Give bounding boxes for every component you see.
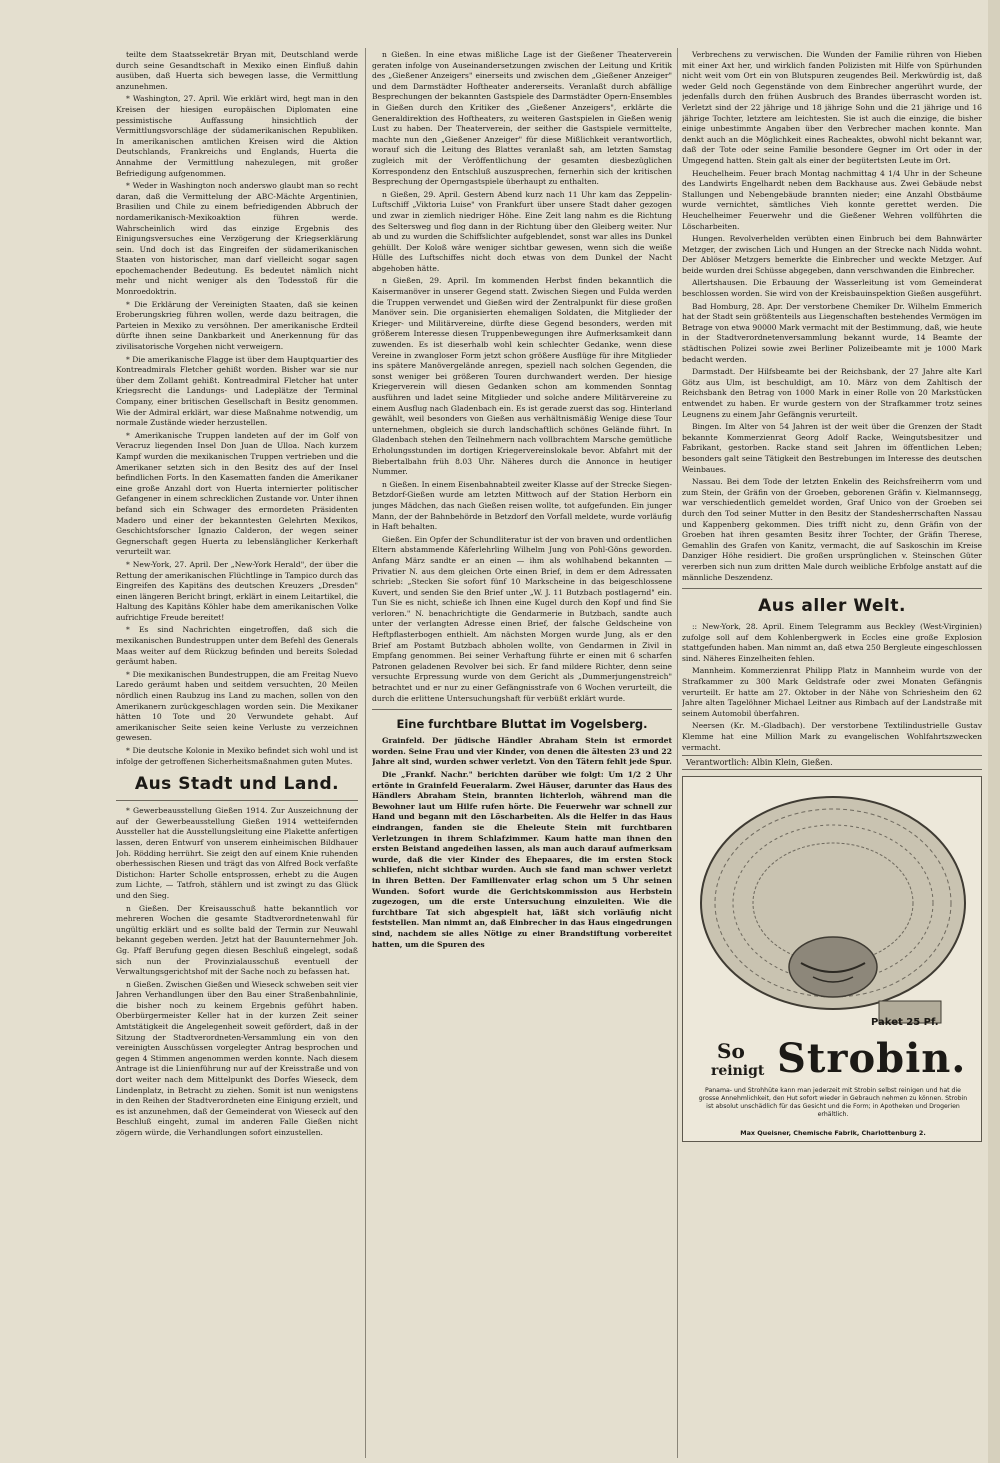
article-paragraph: Verbrechens zu verwischen. Die Wunden der Familie rühren von Hieben mit einer Axt her, und wirklich fanden Polizisten mit Hilfe von Spürhunden nicht weit vom Ort ein von Blutspuren zeugendes Beil. Merkwürdig ist, daß weder Geld noch Gegenstände von dem Einbrecher angerührt wurde, der jedenfalls durch den frühen Ausbruch des Brandes überrascht worden ist. Verletzt sind der 22 jährige und 18 jährige Sohn und die 21 jährige und 16 jährige Tochter, letztere am leichtesten. Sie ist auch die einzige, die bisher einige unbestimmte Angaben über den Verbrecher machen konnte. Man denkt auch an die Möglichkeit eines Racheaktes, obwohl nicht bekannt war, daß der Tote oder seine Familie besondere Gegner im Ort oder in der Umgegend hatten. Stein galt als einer der begütertsten Leute im Ort. (682, 50, 982, 165)
column-1 (116, 50, 358, 1458)
ad-body-text: Panama- und Strohhüte kann man jederzeit mit Strobin selbst reinigen und hat die grosse Annehmlichkeit, den Hut sofort wieder in Gebrauch nehmen zu können. Strobin ist absolut unschädlich für das Gesicht und die Form; in Apotheken und Drogerien erhältlich. (698, 1087, 968, 1119)
article-paragraph: Bingen. Im Alter von 54 Jahren ist der weit über die Grenzen der Stadt bekannte Kommerzienrat Georg Adolf Racke, Weingutsbesitzer und Fabrikant, gestorben. Racke stand seit Jahren im öffentlichen Leben; besonders galt seine Tätigkeit den Bestrebungen im Interesse des deutschen Weinbaues. (682, 422, 982, 474)
ad-brand-name: Strobin. (777, 1035, 967, 1083)
ad-slogan-reinigt: reinigt (711, 1063, 765, 1080)
article-paragraph: Grainfeld. Der jüdische Händler Abraham Stein ist ermordet worden. Seine Frau und vier Kinder, von denen die ältesten 23 und 22 Jahre alt sind, wurden schwer verletzt. Von den Tätern fehlt jede Spur. (372, 736, 672, 767)
strobin-advertisement (682, 776, 982, 1142)
divider (116, 800, 358, 801)
next-page-edge (988, 0, 1000, 1463)
article-paragraph: Hungen. Revolverhelden verübten einen Einbruch bei dem Bahnwärter Metzger, der zwischen Lich und Hungen an der Strecke nach Nidda wohnt. Der Ablöser Metzgers bemerkte die Einbrecher und weckte Metzger. Auf beide wurden drei Schüsse abgegeben, dann verschwanden die Einbrecher. (682, 234, 982, 275)
article-paragraph: Mannheim. Kommerzienrat Philipp Platz in Mannheim wurde von der Strafkammer zu 300 Mark Geldstrafe oder zwei Monaten Gefängnis verurteilt. Er hatte am 27. Oktober in der Nähe von Schriesheim den 62 Jahre alten Tagelöhner Michael Leitner aus Rimbach auf der Landstraße mit seinem Automobil überfahren. (682, 666, 982, 718)
article-paragraph: * Es sind Nachrichten eingetroffen, daß sich die mexikanischen Bundestruppen unter dem Befehl des Generals Maas weiter auf dem Rückzug befinden und bereits Soledad geräumt haben. (116, 625, 358, 667)
section-heading-aus-aller-welt: Aus aller Welt. (758, 596, 906, 617)
article-list (116, 50, 358, 767)
article-paragraph: Heuchelheim. Feuer brach Montag nachmittag 4 1/4 Uhr in der Scheune des Landwirts Engelhardt neben dem Backhause aus. Zwei Gebäude nebst Stallungen und Nebengebäude brannten nieder; eine Anzahl Obstbäume wurde vernichtet, sämtliches Vieh konnte gerettet werden. Die Heuchelheimer Feuerwehr und die Gießener Wehren vollführten die Löscharbeiten. (682, 168, 982, 231)
article-list (372, 50, 672, 704)
article-paragraph: Neersen (Kr. M.-Gladbach). Der verstorbene Textilindustrielle Gustav Klemme hat eine Million Mark zu evangelischen Wohlfahrtszwecken vermacht. (682, 721, 982, 752)
article-paragraph: * Washington, 27. April. Wie erklärt wird, hegt man in den Kreisen der hiesigen europäischen Diplomaten eine pessimistische Auffassung hinsichtlich der Vermittlungsvorschläge der südamerikanischen Republiken. In amerikanischen amtlichen Kreisen wird die Aktion Deutschlands, Frankreichs und Englands, Huerta die Annahme der Vermittlung nahezulegen, mit großer Befriedigung aufgenommen. (116, 94, 358, 178)
column-rule (677, 48, 678, 1458)
article-paragraph: * Gewerbeausstellung Gießen 1914. Zur Auszeichnung der auf der Gewerbeausstellung Gießen 1914 wetteifernden Aussteller hat die Ausstellungsleitung eine Plakette anfertigen lassen, deren Entwurf von unserem einheimischen Bildhauer Joh. Rödding herrührt. Sie zeigt den auf einem Knie ruhenden oberhessischen Riesen und trägt das von Alfred Bock verfaßte Distichon: Harter Scholle entsprossen, erhebt zu die Augen zum Lichte, — Tatfroh, stählern und ist zwingt zu das Glück und den Sieg. (116, 806, 358, 900)
article-paragraph: * Die amerikanische Flagge ist über dem Hauptquartier des Kontreadmirals Fletcher gehißt worden. Bisher war sie nur über dem Zollamt gehißt. Kontreadmiral Fletcher hat unter Kriegsrecht die Landungs- und Ladeplätze der Terminal Company, einer britischen Gesellschaft in Besitz genommen. Wie der Admiral erklärt, war diese Maßnahme notwendig, um normale Zustände wieder herzustellen. (116, 354, 358, 428)
article-paragraph: Allertshausen. Die Erbauung der Wasserleitung ist vom Gemeinderat beschlossen worden. Sie wird von der Kreisbauinspektion Gießen ausgeführt. (682, 278, 982, 299)
article-paragraph: n Gießen, 29. April. Gestern Abend kurz nach 11 Uhr kam das Zeppelin-Luftschiff „Viktoria Luise" von Frankfurt über unsere Stadt daher gezogen und zwar in ziemlich niedriger Höhe. Eine Zeit lang nahm es die Richtung des Seltersweg und flog dann in der Richtung über den Gleiberg weiter. Nur ab und zu wurden die Schiffslichter aufgeblendet, sonst war alles ins Dunkel gehüllt. Der Koloß wäre weniger sichtbar gewesen, wenn sich die weiße Hülle des Luftschiffes nicht doch etwas von dem Dunkel der Nacht abgehoben hätte. (372, 189, 672, 273)
article-list (372, 736, 672, 950)
article-paragraph: * Die deutsche Kolonie in Mexiko befindet sich wohl und ist infolge der getroffenen Sicherheitsmaßnahmen guten Mutes. (116, 746, 358, 766)
article-paragraph: Darmstadt. Der Hilfsbeamte bei der Reichsbank, der 27 Jahre alte Karl Götz aus Ulm, ist beschuldigt, am 10. März von dem Zahltisch der Reichsbank den Betrag von 1000 Mark in einer Rolle von 20 Markstücken entwendet zu haben. Er wurde gestern von der Strafkammer trotz seines Leugnens zu einem Jahr Gefängnis verurteilt. (682, 367, 982, 419)
article-list (116, 806, 358, 1138)
article-paragraph: * Weder in Washington noch anderswo glaubt man so recht daran, daß die Vermittelung der ABC-Mächte Argentinien, Brasilien und Chile zu einem befriedigenden Abbruch der nordamerikanisch-Mexikoaktion führen werde. Wahrscheinlich wird das einzige Ergebnis des Einigungsversuches eine Verzögerung der Kriegserklärung sein. Und doch ist das Eingreifen der südamerikanischen Staaten von historischer, man darf vielleicht sogar sagen epochemachender Bedeutung. Es bedeutet nämlich nicht mehr und nicht weniger als den Todesstoß für die Monroedoktrin. (116, 181, 358, 297)
ad-price: Paket 25 Pf. (871, 1017, 939, 1029)
article-paragraph: Die „Frankf. Nachr." berichten darüber wie folgt: Um 1/2 2 Uhr ertönte in Grainfeld Feueralarm. Zwei Häuser, darunter das Haus des Händlers Abraham Stein, brannten lichterloh, während man die Bewohner laut um Hilfe rufen hörte. Die Feuerwehr war schnell zur Hand und begann mit den Löscharbeiten. Als die Helfer in das Haus eindrangen, fanden sie die Eheleute Stein mit furchtbaren Verletzungen in ihrem Schlafzimmer. Kaum hatte man ihnen den ersten Beistand angedeihen lassen, als man auch darauf aufmerksam wurde, daß die vier Kinder des Ehepaares, die im ersten Stock schliefen, nicht sichtbar wurden. Auch sie fand man schwer verletzt in ihren Betten. Der Familienvater erlag schon um 5 Uhr seinen Wunden. Sofort wurde die Gerichtskommission aus Herbstein zugezogen, um die erste Untersuchung einzuleiten. Wie die furchtbare Tat sich abgespielt hat, läßt sich vorläufig nicht feststellen. Man nimmt an, daß Einbrecher in das Haus eingedrungen sind, nachdem sie alles Nötige zu einer Brandstiftung vorbereitet hatten, um die Spuren des (372, 770, 672, 949)
article-paragraph: n Gießen. Der Kreisausschuß hatte bekanntlich vor mehreren Wochen die gesamte Stadtverordnetenwahl für ungültig erklärt und es sollte bald der Termin zur Neuwahl bekannt gegeben werden. Jetzt hat der Bauunternehmer Joh. Gg. Pfaff Berufung gegen diesen Beschluß eingelegt, sodaß sich nun der Provinzialausschuß eventuell der Verwaltungsgerichtshof mit der Sache noch zu befassen hat. (116, 903, 358, 977)
article-paragraph: * Die Erklärung der Vereinigten Staaten, daß sie keinen Eroberungskrieg führen wollen, werde dazu beitragen, die Parteien in Mexiko zu versöhnen. Der amerikanische Erdteil dürfte ihnen seine Dankbarkeit und Anerkennung für das zivilisatorische Vorgehen nicht verweigern. (116, 299, 358, 352)
divider (682, 588, 982, 589)
article-heading-bluttat: Eine furchtbare Bluttat im Vogelsberg. (396, 717, 648, 732)
column-rule (365, 48, 366, 1458)
article-paragraph: :: New-York, 28. April. Einem Telegramm aus Beckley (West-Virginien) zufolge soll auf dem Kohlenbergwerk in Eccles eine große Explosion stattgefunden haben. Man nimmt an, daß etwa 250 Bergleute eingeschlossen sind. Näheres Einzelheiten fehlen. (682, 622, 982, 663)
article-list (682, 622, 982, 753)
article-paragraph: * New-York, 27. April. Der „New-York Herald", der über die Rettung der amerikanischen Flüchtlinge in Tampico durch das Eingreifen des Kapitäns des deutschen Kreuzers „Dresden" einen längeren Bericht bringt, erklärt in einem Leitartikel, die Haltung des Kapitäns Köhler habe dem amerikanischen Volke aufrichtige Freude bereitet! (116, 559, 358, 622)
article-list (682, 50, 982, 583)
editor-credit: Verantwortlich: Albin Klein, Gießen. (682, 755, 982, 770)
article-paragraph: teilte dem Staatssekretär Bryan mit, Deutschland werde durch seine Gesandtschaft in Mexiko einen Einfluß dahin ausüben, daß Huerta sich bewegen lasse, die Vermittlung anzunehmen. (116, 50, 358, 91)
column-3 (682, 50, 982, 1458)
article-paragraph: * Amerikanische Truppen landeten auf der im Golf von Veracruz liegenden Insel Don Juan de Ulloa. Nach kurzem Kampf wurden die mexikanischen Truppen vertrieben und die Amerikaner setzten sich in den Besitz des auf der Insel befindlichen Forts. In den Kasematten fanden die Amerikaner eine große Anzahl dort von Huerta internierter politischer Gefangener in einem schrecklichen Zustande vor. Unter ihnen befand sich ein Schwager des ermordeten Präsidenten Madero und einer der bekanntesten Gelehrten Mexikos, Geschichtsforscher Ignazio Calderon, der wegen seiner Gegnerschaft gegen Huerta zu lebenslänglicher Kerkerhaft verurteilt war. (116, 430, 358, 557)
article-paragraph: n Gießen. In einem Eisenbahnabteil zweiter Klasse auf der Strecke Siegen-Betzdorf-Gießen wurde am letzten Mittwoch auf der Station Herborn ein junges Mädchen, das nach Gießen reisen wollte, tot aufgefunden. Ein junger Mann, der der Bahnbehörde in Betzdorf den Vorfall meldete, wurde vorläufig in Haft behalten. (372, 479, 672, 532)
section-heading-stadt-und-land: Aus Stadt und Land. (134, 774, 340, 795)
column-2 (372, 50, 672, 1458)
article-paragraph: n Gießen. Zwischen Gießen und Wieseck schweben seit vier Jahren Verhandlungen über den Bau einer Straßenbahnlinie, die bisher noch zu keinem Ergebnis geführt haben. Oberbürgermeister Keller hat in der kurzen Zeit seiner Amtstätigkeit die Angelegenheit soweit gefördert, daß in der Sitzung der Stadtverordneten-Versammlung ein von den vereinigten Ausschüssen vorgelegter Antrag besprochen und gegen 4 Stimmen angenommen werden konnte. Nach diesem Antrage ist die Linienführung nur auf der Kreisstraße und von dort weiter nach dem Mittelpunkt des Dorfes Wieseck, dem Lindenplatz, in Betracht zu ziehen. Somit ist nun wenigstens in den Reihen der Stadtverordneten eine Einigung erzielt, und es ist anzunehmen, daß der Gemeinderat von Wieseck auf den Beschluß eingeht, zumal im anderen Falle Gießen nicht zögern würde, die Verhandlungen sofort einzustellen. (116, 979, 358, 1137)
article-paragraph: Bad Homburg, 28. Apr. Der verstorbene Chemiker Dr. Wilhelm Emmerich hat der Stadt sein größtenteils aus Liegenschaften bestehendes Vermögen im Betrage von etwa 90000 Mark vermacht mit der Bestimmung, daß, wie heute in der Stadtverordnetenversammlung bekannt wurde, 14 Beamte der städtischen Polizei sowie zwei Berliner Polizeibeamte mit je 1000 Mark bedacht werden. (682, 301, 982, 364)
ad-slogan-so: So (717, 1039, 745, 1064)
article-paragraph: Gießen. Ein Opfer der Schundliteratur ist der von braven und ordentlichen Eltern abstammende Käferlehrling Wilhelm Jung von Pohl-Göns geworden. Anfang März sandte er an einen — ihm als wohlhabend bekannten — Privatier N. aus dem gleichen Orte einen Brief, in dem er dem Adressaten schrieb: „Stecken Sie sofort fünf 10 Markscheine in das beigeschlossene Kuvert, und senden Sie den Brief unter „W. J. 11 Butzbach postlagernd" ein. Tun Sie es nicht, schieße ich Ihnen eine Kugel durch den Kopf und find Sie verloren." N. benachrichtigte die Gendarmerie in Butzbach, sandte auch unter der verlangten Adresse einen Brief, der falsche Geldscheine von Heftpflasterbogen enthielt. Am nächsten Morgen wurde Jung, als er den Brief am Postamt Butzbach abholen wollte, von Gendarmen in Zivil in Empfang genommen. Bei seiner Verhaftung führte er einen mit 6 scharfen Patronen geladenen Revolver bei sich. Er fand mildere Richter, denn seine versuchte Erpressung wurde von dem Gericht als „Dummerjungenstreich" betrachtet und er nur zu einer Gefängnisstrafe von 6 Wochen verurteilt, die durch die erlittene Untersuchungshaft für verbüßt erklärt wurde. (372, 534, 672, 703)
article-paragraph: n Gießen, 29. April. Im kommenden Herbst finden bekanntlich die Kaisermanöver in unserer Gegend statt. Zwischen Siegen und Fulda werden die Truppen verwendet und Gießen wird der Zentralpunkt für diese großen Manöver sein. Die organisierten ehemaligen Soldaten, die Mitglieder der Krieger- und Militärvereine, dürfte diese Gegend besonders, werden mit größerem Interesse diesen Truppenbewegungen ihre Aufmerksamkeit dann zuwenden. Es ist dieserhalb wohl kein schlechter Gedanke, wenn diese Vereine in zwangloser Form jetzt schon größere Ausflüge für ihre Mitglieder ins spätere Manövergelände anregen, speziell nach solchen Gegenden, die sonst weniger bei größeren Touren durchwandert werden. Der hiesige Kriegerverein will diesen Gedanken schon am kommenden Sonntag ausführen und ladet seine Mitglieder und solche andere Militärvereine zu einem Ausflug nach Gladenbach ein. Es ist gerade zuerst das sog. Hinterland gewählt, weil besonders von Gießen aus verhältnismäßig Wenige diese Tour unternehmen, obgleich sie durch landschaftlich schönes Gelände führt. In Gladenbach stehen den Teilnehmern nach vollbrachtem Marsche gemütliche Erholungsstunden im dortigen Kriegervereinslokale bevor. Abfahrt mit der Biebertalbahn früh 8.03 Uhr. Näheres durch die Annonce in heutiger Nummer. (372, 276, 672, 477)
divider (372, 709, 672, 710)
article-paragraph: Nassau. Bei dem Tode der letzten Enkelin des Reichsfreiherrn vom und zum Stein, der Gräfin von der Groeben, geborenen Gräfin v. Kielmannsegg, war verschiedentlich gemeldet worden, Graf Unico von der Groeben sei durch den Tod seiner Mutter in den Besitz der Standesherrschaften Nassau und Kappenberg gekommen. Dies trifft nicht zu, denn Gräfin von der Groeben hat ihren gesamten Besitz ihrer Tochter, der Gräfin Therese, Gemahlin des Grafen von Kanitz, vermacht, die auf Saskoschin im Kreise Danziger Höhe residiert. Die großen ursprünglichen v. Steinschen Güter vererben sich nun zum dritten Male durch weibliche Erbfolge anstatt auf die männliche Deszendenz. (682, 477, 982, 582)
article-paragraph: n Gießen. In eine etwas mißliche Lage ist der Gießener Theaterverein geraten infolge von Auseinandersetzungen zwischen der Leitung und Kritik des „Gießener Anzeigers" einerseits und zwischen dem „Gießener Anzeiger" und dem Darmstädter Hoftheater andererseits. Veranlaßt durch abfällige Besprechungen der bekannten Gastspiele des Darmstädter Opern-Ensembles in Gießen durch den Kritiker des „Gießener Anzeigers", erklärte die Generaldirektion des Hoftheaters, zu weiteren Gastspielen in Gießen wenig Lust zu haben. Der Theaterverein, der seither die Gastspiele vermittelte, machte nun den „Gießener Anzeiger" für diese Mißlichkeit verantwortlich, worauf sich die Leitung des Blattes veranlaßt sah, am letzten Samstag zugleich mit der Veröffentlichung der gesamten diesbezüglichen Korrespondenz den Entschluß auszusprechen, fernerhin sich der kritischen Besprechung der Operngastspiele überhaupt zu enthalten. (372, 50, 672, 187)
article-paragraph: * Die mexikanischen Bundestruppen, die am Freitag Nuevo Laredo geräumt haben und seitdem versuchten, 20 Meilen nördlich einen Raubzug ins Land zu machen, sollen von den Amerikanern zurückgeschlagen worden sein. Die Mexikaner hätten 10 Tote und 20 Verwundete gehabt. Auf amerikanischer Seite seien keine Verluste zu verzeichnen gewesen. (116, 669, 358, 743)
ad-manufacturer: Max Queisner, Chemische Fabrik, Charlottenburg 2. (740, 1129, 926, 1138)
